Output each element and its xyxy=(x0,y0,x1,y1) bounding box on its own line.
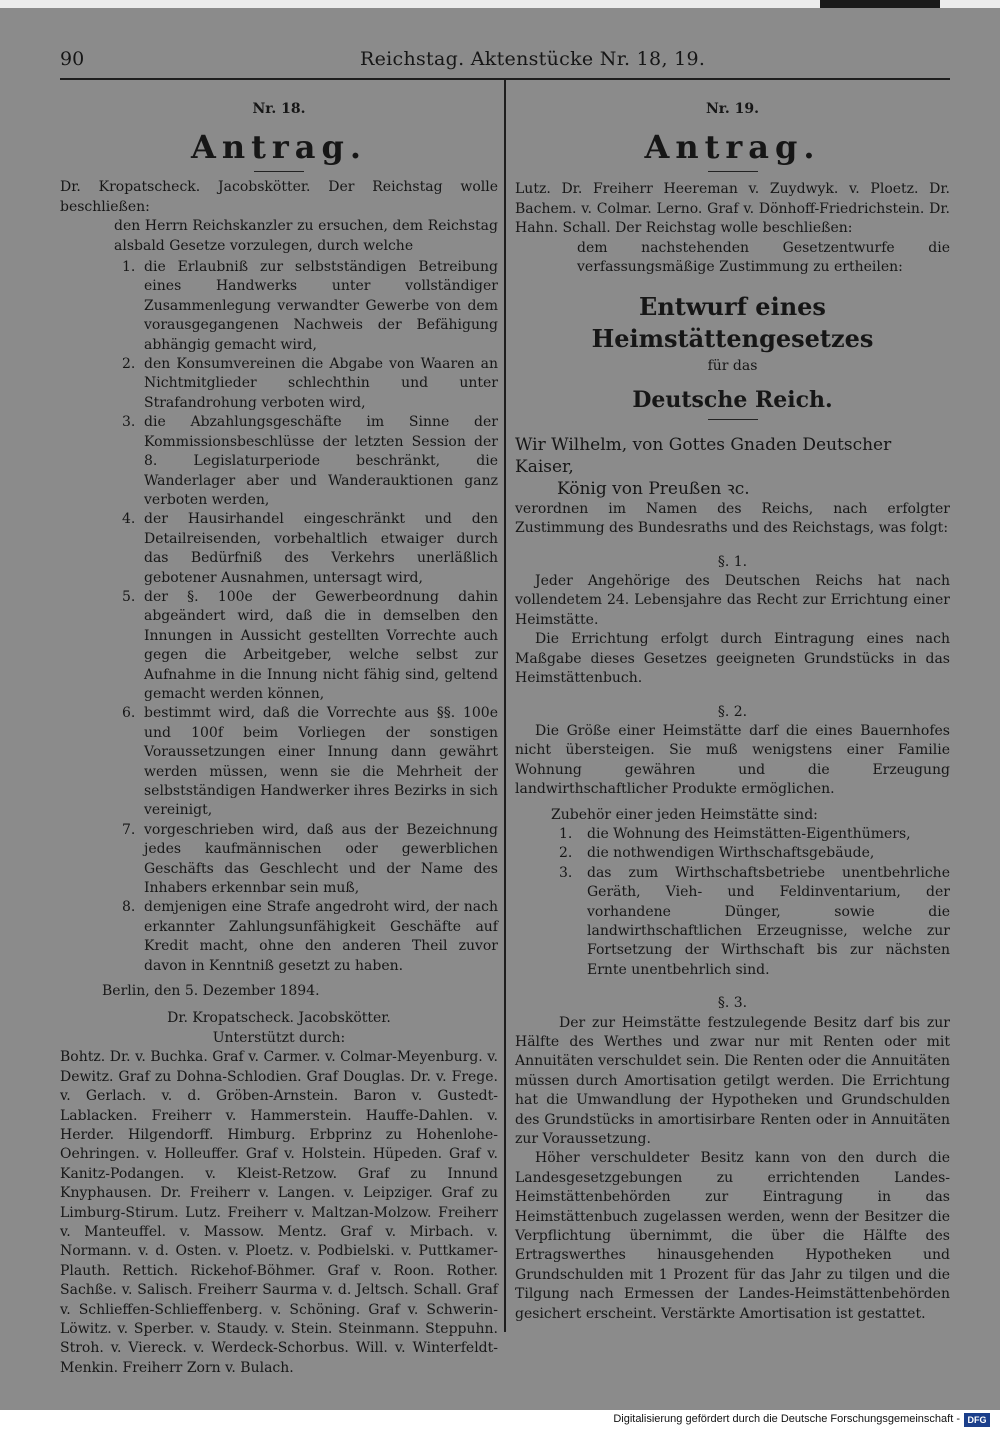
separator-dash xyxy=(254,171,304,172)
separator-dash xyxy=(708,171,758,172)
list-item: 4. der Hausirhandel eingeschränkt und den Detailreisenden, vorbehaltlich etwaiger durch das Bedürfniß des Verkehrs unerläßlich gebotener Ausnahmen, untersagt wird, xyxy=(122,511,498,586)
document-number: Nr. 19. xyxy=(706,101,759,117)
bill-title-reich: Deutsche Reich. xyxy=(632,386,833,413)
section-2-title: §. 2. xyxy=(717,703,748,720)
motion-request: dem nachstehenden Gesetzentwurfe die verfassungsmäßige Zustimmung zu ertheilen: xyxy=(577,239,950,276)
footer-credit: Digitalisierung gefördert durch die Deutsche Forschungsgemeinschaft - xyxy=(613,1413,960,1425)
motion-items xyxy=(60,258,498,976)
list-item: 2. den Konsumvereinen die Abgabe von Waaren an Nichtmitglieder schlechthin und unter Strafandrohung verboten wird, xyxy=(122,356,498,411)
separator-dash xyxy=(708,419,758,420)
date-line: Berlin, den 5. Dezember 1894. xyxy=(102,983,320,1000)
list-item: 1. die Wohnung des Heimstätten-Eigenthümers, xyxy=(559,825,911,842)
signers: Dr. Kropatscheck. Jacobskötter. xyxy=(167,1010,391,1027)
supported-by-label: Unterstützt durch: xyxy=(212,1029,346,1046)
motion-intro: Lutz. Dr. Freiherr Heereman v. Zuydwyk. v. Ploetz. Dr. Bachem. v. Colmar. Lerno. Graf v. Dönhoff-Friedrichstein. Dr. Hahn. Schall. Der Reichstag wolle beschließen: xyxy=(515,181,950,237)
list-item: 3. das zum Wirthschaftsbetriebe unentbehrliche Geräth, Vieh- und Feldinventarium, der vorhandene Dünger, sowie die landwirthschaftlichen Erzeugnisse, welche zur Fortsetzung der Wirthschaft bis zur nächsten Ernte unentbehrlich sind. xyxy=(559,864,950,978)
section-3-title: §. 3. xyxy=(717,995,748,1012)
section-3-para-1: Der zur Heimstätte festzulegende Besitz darf bis zur Hälfte des Werthes und zwar nur mit Renten oder mit Annuitäten verschuldet sein. Die Renten oder die Annuitäten müssen durch Amortisation getilgt werden. Die Errichtung hat die Umwandlung der Hypotheken und Grundschulden des Grundstücks in amortisirbare Renten oder in Annuitäten zur Voraussetzung. xyxy=(515,1014,950,1148)
column-divider xyxy=(504,80,506,1332)
digitization-footer xyxy=(0,1410,1000,1432)
bill-title-connector: für das xyxy=(707,358,758,375)
list-item: 7. vorgeschrieben wird, daß aus der Bezeichnung jedes kaufmännischen oder gewerblichen Geschäfts das Geschlecht und der Name des Inhabers erkennbar sein muß, xyxy=(122,821,498,897)
section-1-title: §. 1. xyxy=(717,553,748,570)
section-1-para-1: Jeder Angehörige des Deutschen Reichs hat nach vollendetem 24. Lebensjahre das Recht zur Errichtung einer Heimstätte. xyxy=(515,573,950,628)
section-2-para-2: Zubehör einer jeden Heimstätte sind: xyxy=(551,806,818,823)
enacting-formula-2: König von Preußen ꝛc. xyxy=(557,478,750,499)
section-3-para-2: Höher verschuldeter Besitz kann von den durch die Landesgesetzgebungen zu errichtenden Landes-Heimstättenbehörden zur Eintragung in das Heimstättenbuch zugelassen werden, wenn der Besitzer die Verpflichtung übernimmt, die über die Hälfte des Ertragswerthes hinausgehenden Hypotheken und Grundschulden mit 1 Prozent für das Jahr zu tilgen und die Tilgung nach Ermessen der Landes-Heimstättenbehörden gesichert erscheint. Verstärkte Amortisation ist gestattet. xyxy=(515,1150,950,1322)
left-column xyxy=(60,92,498,1378)
enacting-formula: Wir Wilhelm, von Gottes Gnaden Deutscher Kaiser, xyxy=(515,434,892,477)
list-item: 5. der §. 100e der Gewerbeordnung dahin abgeändert wird, daß die in demselben den Innungen in Aussicht gestellten Vorrechte auch gegen die Arbeitgeber, welche selbst zur Aufnahme in die Innung nicht fähig sind, geltend gemacht werden können, xyxy=(122,588,498,702)
motion-request: den Herrn Reichskanzler zu ersuchen, dem Reichstag alsbald Gesetze vorzulegen, durch welche xyxy=(114,218,498,254)
scan-mark xyxy=(820,0,940,8)
motion-intro: Dr. Kropatscheck. Jacobskötter. Der Reichstag wolle beschließen: xyxy=(60,179,498,215)
supporters-list: Bohtz. Dr. v. Buchka. Graf v. Carmer. v. Colmar-Meyenburg. v. Dewitz. Graf zu Dohna-Schlodien. Graf Douglas. Dr. v. Frege. v. Gerlach. v. d. Gröben-Arnstein. Baron v. Gustedt-Lablacken. Freiherr v. Hammerstein. Hauffe-Dahlen. v. Herder. Hilgendorff. Himburg. Erbprinz zu Hohenlohe-Oehringen. v. Holleuffer. Graf v. Holstein. Hüpeden. Graf v. Kanitz-Podangen. v. Kleist-Retzow. Graf zu Innund Knyphausen. Dr. Freiherr v. Langen. v. Leipziger. Graf zu Limburg-Stirum. Lutz. Freiherr v. Maltzan-Molzow. Freiherr v. Manteuffel. v. Massow. Mentz. Graf v. Mirbach. v. Normann. v. d. Osten. v. Ploetz. v. Podbielski. v. Puttkamer-Plauth. Rettich. Rickehof-Böhmer. Graf v. Roon. Rother. Sachße. v. Salisch. Freiherr Saurma v. d. Jeltsch. Schall. Graf v. Schlieffen-Schlieffenberg. v. Schöning. Graf v. Schwerin-Löwitz. v. Sperber. v. Staudy. v. Stein. Steinmann. Steppuhn. Stroh. v. Viereck. v. Werdeck-Schorbus. Will. v. Winterfeldt-Menkin. Freiherr Zorn v. Bulach. xyxy=(60,1049,498,1376)
page-number: 90 xyxy=(60,48,85,70)
antrag-heading: Antrag. xyxy=(191,128,367,167)
list-item: 6. bestimmt wird, daß die Vorrechte aus §§. 100e und 100f beim Vorliegen der sonstigen Voraussetzungen einer Innung dann gewährt werden müssen, wenn sie die Mehrheit der selbstständigen Handwerker ihres Bezirks in sich vereinigt, xyxy=(122,705,498,819)
document-number: Nr. 18. xyxy=(252,101,306,117)
list-item: 3. die Abzahlungsgeschäfte im Sinne der Kommissionsbeschlüsse der letzten Session der 8. Legislaturperiode beschränkt, die Wanderlager aber und Wanderauktionen ganz verboten werden, xyxy=(122,414,498,508)
page-header xyxy=(60,48,945,78)
running-title: Reichstag. Aktenstücke Nr. 18, 19. xyxy=(360,48,706,70)
section-2-items xyxy=(515,825,950,980)
antrag-heading: Antrag. xyxy=(644,128,821,167)
list-item: 1. die Erlaubniß zur selbstständigen Betreibung eines Handwerks unter vollständiger Zusammenlegung verwandter Gewerbe von dem vorausgegangenen Nachweis der Befähigung abhängig gemacht wird, xyxy=(122,259,498,353)
bill-title: Entwurf eines Heimstättengesetzes xyxy=(591,292,874,354)
list-item: 8. demjenigen eine Strafe angedroht wird, der nach erkannter Zahlungsunfähigkeit Geschäfte auf Kredit macht, ohne den anderen Theil zuvor davon in Kenntniß gesetzt zu haben. xyxy=(122,899,498,974)
right-column xyxy=(515,92,950,1324)
ordinance-clause: verordnen im Namen des Reichs, nach erfolgter Zustimmung des Bundesraths und des Reichstags, was folgt: xyxy=(515,500,950,537)
section-1-para-2: Die Errichtung erfolgt durch Eintragung eines nach Maßgabe dieses Gesetzes geeigneten Grundstücks in das Heimstättenbuch. xyxy=(515,631,950,687)
section-2-para-1: Die Größe einer Heimstätte darf die eines Bauernhofes nicht übersteigen. Sie muß wenigstens einer Familie Wohnung gewähren und die Erzeugung landwirthschaftlicher Produkte ermöglichen. xyxy=(515,722,950,798)
list-item: 2. die nothwendigen Wirthschaftsgebäude, xyxy=(559,845,875,862)
dfg-logo: DFG xyxy=(964,1413,990,1427)
